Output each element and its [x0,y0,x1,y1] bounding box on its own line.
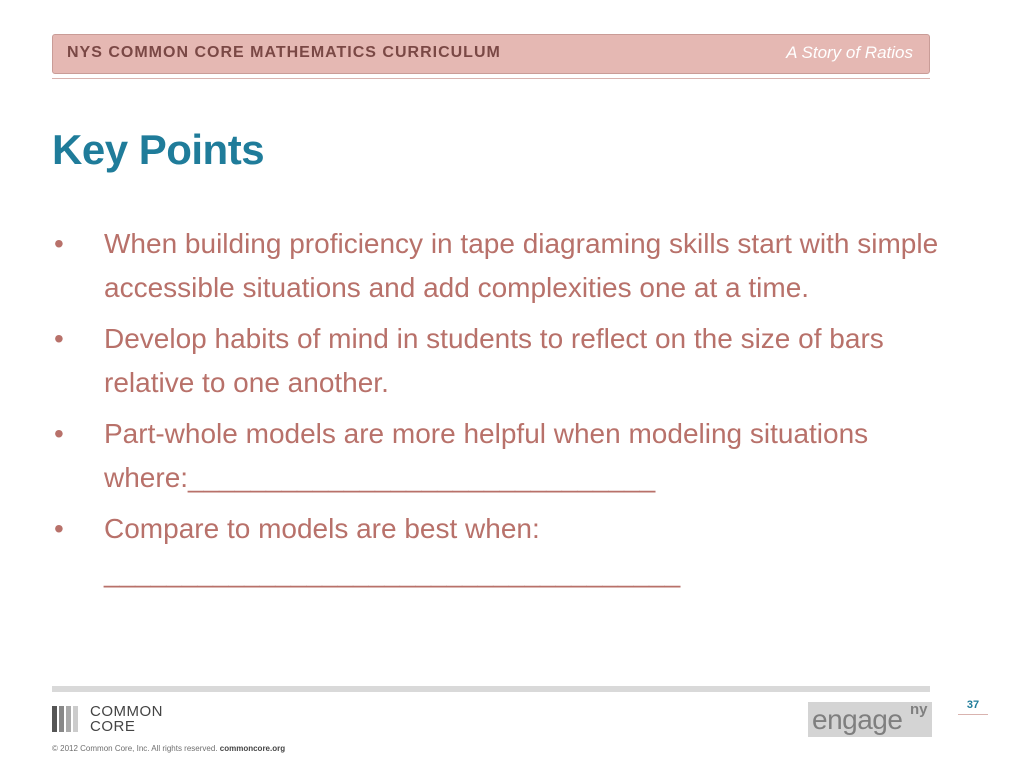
curriculum-title: NYS COMMON CORE MATHEMATICS CURRICULUM [67,44,501,61]
header-divider [52,78,930,79]
list-item [52,222,952,310]
key-points-list [52,222,952,602]
bullet-icon: • [54,513,64,544]
page-number: 37 [958,699,988,715]
common-core-wordmark [90,704,163,734]
logo-line-1: COMMON [90,703,163,720]
engage-wordmark: engage [812,704,903,735]
copyright-text: © 2012 Common Core, Inc. All rights reserved. [52,744,218,753]
bullet-text: Develop habits of mind in students to reflect on the size of bars relative to one another. [104,323,884,398]
slide-title: Key Points [52,126,265,173]
logo-line-2: CORE [90,718,136,735]
list-item [52,507,952,595]
copyright-notice [52,744,285,753]
bullet-icon: • [54,418,64,449]
common-core-logo-icon [52,706,84,732]
engageny-logo [808,702,932,737]
copyright-site: commoncore.org [219,744,286,753]
footer-divider [52,686,930,692]
header-band [52,34,930,74]
module-title: A Story of Ratios [786,43,913,62]
bullet-text: When building proficiency in tape diagraming skills start with simple accessible situations and add complexities one at a time. [104,228,939,303]
list-item [52,317,952,405]
bullet-icon: • [54,323,64,354]
common-core-logo [52,704,192,734]
bullet-text: Part-whole models are more helpful when modeling situations where:______________________________ [104,418,869,493]
bullet-icon: • [54,228,64,259]
list-item [52,412,952,500]
engage-ny-superscript: ny [910,701,928,718]
bullet-text: Compare to models are best when: _____________________________________ [104,513,681,588]
